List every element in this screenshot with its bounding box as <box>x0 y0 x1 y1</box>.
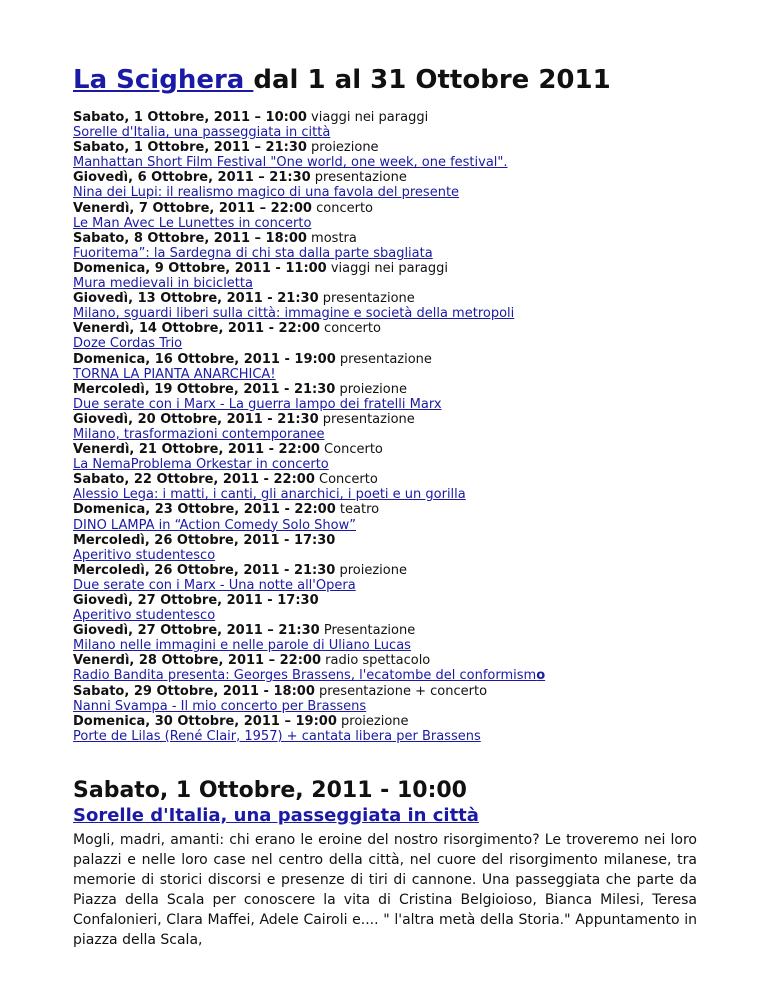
event-link[interactable] <box>73 367 697 382</box>
event-type: presentazione <box>310 170 407 186</box>
event-link-text: DINO LAMPA in “Action Comedy Solo Show” <box>73 517 356 533</box>
event-datetime-line <box>73 563 697 578</box>
event-date: Venerdì, 7 Ottobre, 2011 – 22:00 <box>73 200 312 216</box>
event-date: Sabato, 1 Ottobre, 2011 – 21:30 <box>73 140 307 156</box>
event-link[interactable] <box>73 699 697 714</box>
event-date: Venerdì, 28 Ottobre, 2011 – 22:00 <box>73 653 322 669</box>
event-link-text: Due serate con i Marx - Una notte all'Opera <box>73 577 356 593</box>
list-item <box>73 623 697 653</box>
list-item <box>73 563 697 593</box>
event-link[interactable] <box>73 276 697 291</box>
event-type: viaggi nei paraggi <box>306 110 429 125</box>
event-link-text: Radio Bandita presenta: Georges Brassens, l'ecatombe del conformism <box>73 668 537 684</box>
event-date: Giovedì, 6 Ottobre, 2011 – 21:30 <box>73 170 311 186</box>
event-type: proiezione <box>335 562 407 578</box>
event-link-text: Mura medievali in bicicletta <box>73 276 253 292</box>
event-link-text: Sorelle d'Italia, una passeggiata in città <box>73 125 331 141</box>
event-type: presentazione <box>318 291 415 307</box>
event-link[interactable] <box>73 608 697 623</box>
event-link-text: Milano nelle immagini e nelle parole di Uliano Lucas <box>73 638 411 654</box>
event-link[interactable] <box>73 185 697 200</box>
list-item <box>73 653 697 683</box>
list-item <box>73 714 697 744</box>
event-link-text: Nanni Svampa - Il mio concerto per Brassens <box>73 698 367 714</box>
event-datetime-line <box>73 442 697 457</box>
event-type: presentazione + concerto <box>314 683 488 699</box>
event-datetime-line <box>73 533 697 548</box>
event-date: Sabato, 1 Ottobre, 2011 – 10:00 <box>73 110 307 125</box>
event-link-bold-tail: o <box>536 668 546 684</box>
list-item <box>73 201 697 231</box>
event-date: Sabato, 29 Ottobre, 2011 - 18:00 <box>73 683 315 699</box>
event-link[interactable] <box>73 518 697 533</box>
event-datetime-line <box>73 623 697 638</box>
event-link[interactable] <box>73 125 697 140</box>
event-link-text: Nina dei Lupi: il realismo magico di una favola del presente <box>73 185 460 201</box>
event-link-text: Due serate con i Marx - La guerra lampo dei fratelli Marx <box>73 396 442 412</box>
event-date: Sabato, 8 Ottobre, 2011 – 18:00 <box>73 230 307 246</box>
event-link-text: Manhattan Short Film Festival "One world, one week, one festival". <box>73 155 508 171</box>
event-datetime-line <box>73 714 697 729</box>
event-date: Giovedì, 13 Ottobre, 2011 - 21:30 <box>73 291 319 307</box>
list-item <box>73 291 697 321</box>
event-link[interactable] <box>73 306 697 321</box>
list-item <box>73 140 697 170</box>
event-datetime-line <box>73 502 697 517</box>
event-type: presentazione <box>335 351 432 367</box>
event-datetime-line <box>73 110 697 125</box>
event-type: proiezione <box>306 140 379 156</box>
la-scighera-link[interactable]: La Scighera <box>73 65 254 95</box>
event-datetime-line <box>73 231 697 246</box>
event-link[interactable] <box>73 548 697 563</box>
event-date: Domenica, 16 Ottobre, 2011 - 19:00 <box>73 351 336 367</box>
event-link[interactable] <box>73 427 697 442</box>
event-type: concerto <box>319 321 381 337</box>
event-date: Venerdì, 14 Ottobre, 2011 - 22:00 <box>73 321 320 337</box>
event-link-text: TORNA LA PIANTA ANARCHICA! <box>73 366 276 382</box>
event-datetime-line <box>73 352 697 367</box>
event-link-text: Porte de Lilas (René Clair, 1957) + cantata libera per Brassens <box>73 728 481 744</box>
event-link-text: Le Man Avec Le Lunettes in concerto <box>73 215 312 231</box>
list-item <box>73 110 697 140</box>
list-item <box>73 170 697 200</box>
event-link[interactable] <box>73 155 697 170</box>
event-datetime-line <box>73 140 697 155</box>
event-date: Domenica, 30 Ottobre, 2011 – 19:00 <box>73 713 337 729</box>
event-date: Venerdì, 21 Ottobre, 2011 - 22:00 <box>73 442 320 458</box>
event-datetime-line <box>73 684 697 699</box>
event-link[interactable] <box>73 487 697 502</box>
event-date: Mercoledì, 26 Ottobre, 2011 - 17:30 <box>73 532 336 548</box>
event-type: concerto <box>311 200 373 216</box>
event-type: Concerto <box>319 442 383 458</box>
event-type: presentazione <box>318 411 415 427</box>
event-type: proiezione <box>335 381 407 397</box>
title-date-range: dal 1 al 31 Ottobre 2011 <box>253 65 611 95</box>
list-item <box>73 321 697 351</box>
event-datetime-line <box>73 170 697 185</box>
event-link[interactable] <box>73 216 697 231</box>
event-link[interactable] <box>73 457 697 472</box>
event-date: Giovedì, 27 Ottobre, 2011 – 21:30 <box>73 623 320 639</box>
event-date: Sabato, 22 Ottobre, 2011 - 22:00 <box>73 472 315 488</box>
event-datetime-line <box>73 201 697 216</box>
event-link-text: Milano, trasformazioni contemporanee <box>73 426 325 442</box>
event-datetime-line <box>73 472 697 487</box>
event-date: Domenica, 23 Ottobre, 2011 - 22:00 <box>73 502 336 518</box>
event-link-text: Aperitivo studentesco <box>73 547 216 563</box>
event-type: proiezione <box>336 713 409 729</box>
list-item <box>73 533 697 563</box>
event-list <box>73 110 697 744</box>
event-link-text: Fuoritema”: la Sardegna di chi sta dalla parte sbagliata <box>73 245 433 261</box>
list-item <box>73 412 697 442</box>
event-link[interactable] <box>73 729 697 744</box>
list-item <box>73 352 697 382</box>
section-description: Mogli, madri, amanti: chi erano le eroine del nostro risorgimento? Le troveremo nei loro palazzi e nelle loro case nel centro della città, nel cuore del risorgimento milanese, tra memorie di storici discorsi e presenze di tiri di cannone. Una passeggiata che parte da Piazza della Scala per conoscere la vita di Cristina Belgioioso, Bianca Milesi, Teresa Confalonieri, Clara Maffei, Adele Cairoli e.... " l'altra metà della Storia." Appuntamento in piazza della Scala, <box>73 831 697 948</box>
event-date: Giovedì, 20 Ottobre, 2011 - 21:30 <box>73 411 319 427</box>
event-date: Mercoledì, 19 Ottobre, 2011 - 21:30 <box>73 381 336 397</box>
event-date: Giovedì, 27 Ottobre, 2011 - 17:30 <box>73 593 319 608</box>
event-datetime-line <box>73 412 697 427</box>
event-link-text: Alessio Lega: i matti, i canti, gli anarchici, i poeti e un gorilla <box>73 487 466 503</box>
section-title <box>73 804 697 827</box>
event-datetime-line <box>73 261 697 276</box>
event-type: teatro <box>335 502 380 518</box>
page-title <box>73 64 697 96</box>
event-date: Mercoledì, 26 Ottobre, 2011 - 21:30 <box>73 562 336 578</box>
event-link-text: La NemaProblema Orkestar in concerto <box>73 457 329 473</box>
event-link[interactable] <box>73 578 697 593</box>
event-type: Presentazione <box>319 623 416 639</box>
event-link[interactable] <box>73 668 697 683</box>
event-type: Concerto <box>314 472 378 488</box>
event-datetime-line <box>73 321 697 336</box>
event-type: radio spettacolo <box>321 653 431 669</box>
page-content <box>73 64 697 950</box>
event-type: mostra <box>306 230 357 246</box>
event-link-text: Doze Cordas Trio <box>73 336 183 352</box>
list-item <box>73 382 697 412</box>
list-item <box>73 684 697 714</box>
event-datetime-line <box>73 382 697 397</box>
event-link-text: Milano, sguardi liberi sulla città: immagine e società della metropoli <box>73 306 515 322</box>
list-item <box>73 472 697 502</box>
event-link[interactable] <box>73 397 697 412</box>
event-datetime-line <box>73 291 697 306</box>
section-date-heading: Sabato, 1 Ottobre, 2011 - 10:00 <box>73 777 467 803</box>
event-datetime-line <box>73 653 697 668</box>
event-type: viaggi nei paraggi <box>326 260 449 276</box>
event-link[interactable] <box>73 246 697 261</box>
event-link[interactable] <box>73 336 697 351</box>
event-date: Domenica, 9 Ottobre, 2011 - 11:00 <box>73 260 327 276</box>
event-link[interactable] <box>73 638 697 653</box>
list-item <box>73 502 697 532</box>
list-item <box>73 593 697 623</box>
event-link-text: Aperitivo studentesco <box>73 608 216 624</box>
event-datetime-line <box>73 593 697 608</box>
list-item <box>73 442 697 472</box>
list-item <box>73 261 697 291</box>
section-title-link[interactable]: Sorelle d'Italia, una passeggiata in città <box>73 804 479 826</box>
list-item <box>73 231 697 261</box>
